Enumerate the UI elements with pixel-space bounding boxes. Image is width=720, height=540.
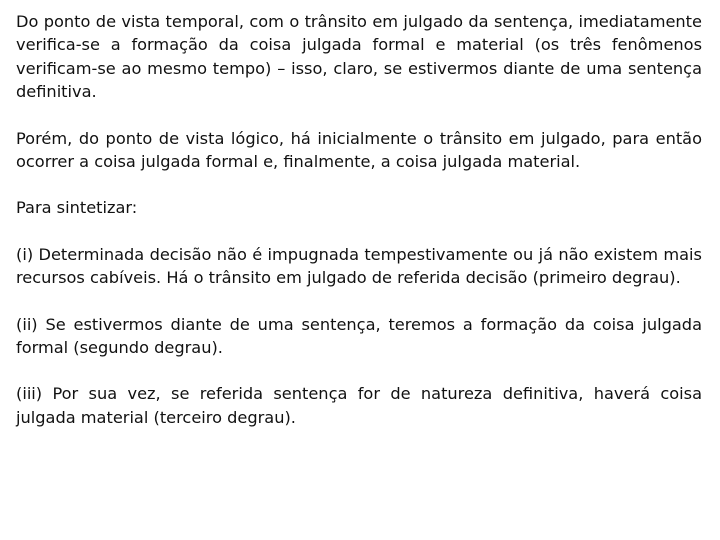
paragraph-step-one: (i) Determinada decisão não é impugnada tempestivamente ou já não existem mais recursos cabíveis. Há o trânsito em julgado de referida decisão (primeiro degrau). [16,244,702,288]
paragraph-step-three: (iii) Por sua vez, se referida sentença for de natureza definitiva, haverá coisa julgada material (terceiro degrau). [16,384,702,427]
paragraph-temporal: Do ponto de vista temporal, com o trânsito em julgado da sentença, imediatamente verifica-se a formação da coisa julgada formal e material (os três fenômenos verificam-se ao mesmo tempo) – isso, claro, se estivermos diante de uma sentença definitiva. [16,12,702,102]
paragraph-summary-intro: Para sintetizar: [16,198,138,218]
paragraph-logical: Porém, do ponto de vista lógico, há inicialmente o trânsito em julgado, para então ocorrer a coisa julgada formal e, finalmente, a coisa julgada material. [16,128,702,172]
paragraph-step-two: (ii) Se estivermos diante de uma sentença, teremos a formação da coisa julgada formal (segundo degrau). [16,314,702,358]
document-body [16,10,702,452]
